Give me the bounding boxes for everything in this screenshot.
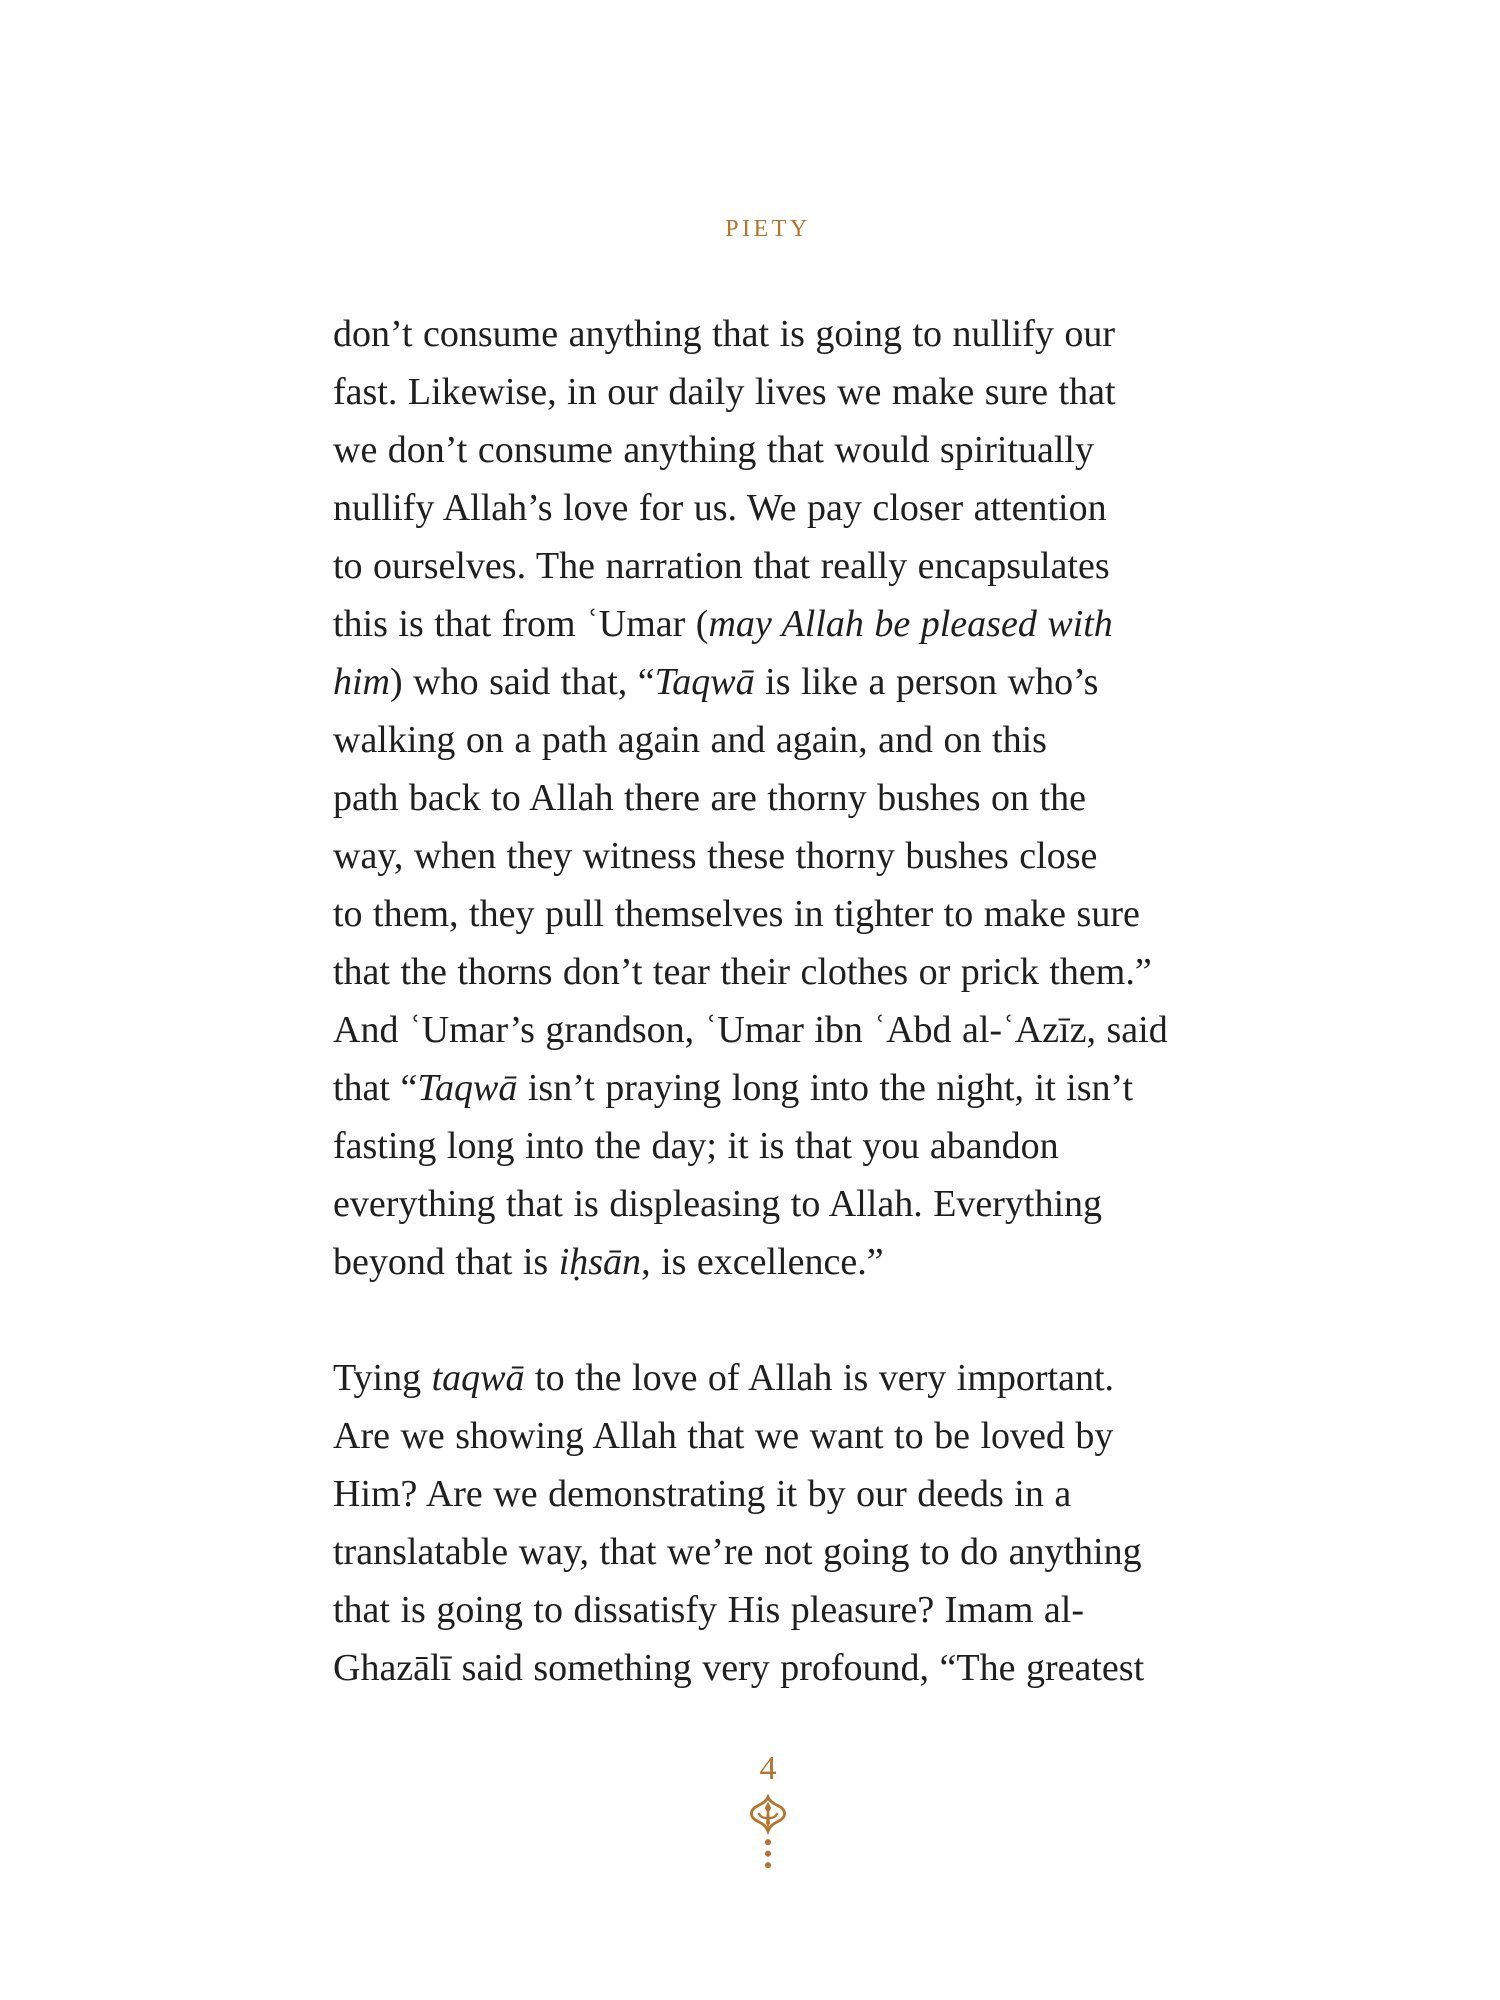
paragraph xyxy=(333,305,1253,1291)
running-head: PIETY xyxy=(725,216,811,242)
text-line: path back to Allah there are thorny bushes on the xyxy=(333,777,1086,819)
text-line: fast. Likewise, in our daily lives we make sure that xyxy=(333,371,1116,413)
text-line: to ourselves. The narration that really encapsulates xyxy=(333,545,1110,587)
text-line: nullify Allah’s love for us. We pay closer attention xyxy=(333,487,1107,529)
ornament xyxy=(333,1794,1203,1875)
text-line: that is going to dissatisfy His pleasure? Imam al- xyxy=(333,1589,1084,1631)
text-line: to them, they pull themselves in tighter to make sure xyxy=(333,893,1140,935)
text-line: Ghazālī said something very profound, “The greatest xyxy=(333,1647,1145,1689)
text-line: translatable way, that we’re not going to do anything xyxy=(333,1531,1142,1573)
text-line: And ʿUmar’s grandson, ʿUmar ibn ʿAbd al-ʿAzīz, said xyxy=(333,1009,1168,1051)
page-footer xyxy=(333,1750,1203,1875)
tulip-finial-icon xyxy=(745,1794,791,1875)
page-number: 4 xyxy=(759,1750,777,1787)
text-line: Tying taqwā to the love of Allah is very important. xyxy=(333,1357,1115,1399)
text-line: fasting long into the day; it is that you abandon xyxy=(333,1125,1059,1167)
text-line: we don’t consume anything that would spiritually xyxy=(333,429,1094,471)
body-text xyxy=(333,305,1253,1697)
text-line: Are we showing Allah that we want to be loved by xyxy=(333,1415,1114,1457)
text-line: way, when they witness these thorny bushes close xyxy=(333,835,1098,877)
paragraph xyxy=(333,1349,1253,1697)
text-line: Him? Are we demonstrating it by our deeds in a xyxy=(333,1473,1072,1515)
text-line: everything that is displeasing to Allah. Everything xyxy=(333,1183,1103,1225)
text-line: don’t consume anything that is going to nullify our xyxy=(333,313,1116,355)
text-line: that the thorns don’t tear their clothes or prick them.” xyxy=(333,951,1152,993)
text-line: this is that from ʿUmar (may Allah be pleased with xyxy=(333,603,1113,645)
text-line: that “Taqwā isn’t praying long into the night, it isn’t xyxy=(333,1067,1134,1109)
text-line: walking on a path again and again, and on this xyxy=(333,719,1047,761)
text-line: him) who said that, “Taqwā is like a person who’s xyxy=(333,661,1099,703)
text-line: beyond that is iḥsān, is excellence.” xyxy=(333,1241,884,1283)
